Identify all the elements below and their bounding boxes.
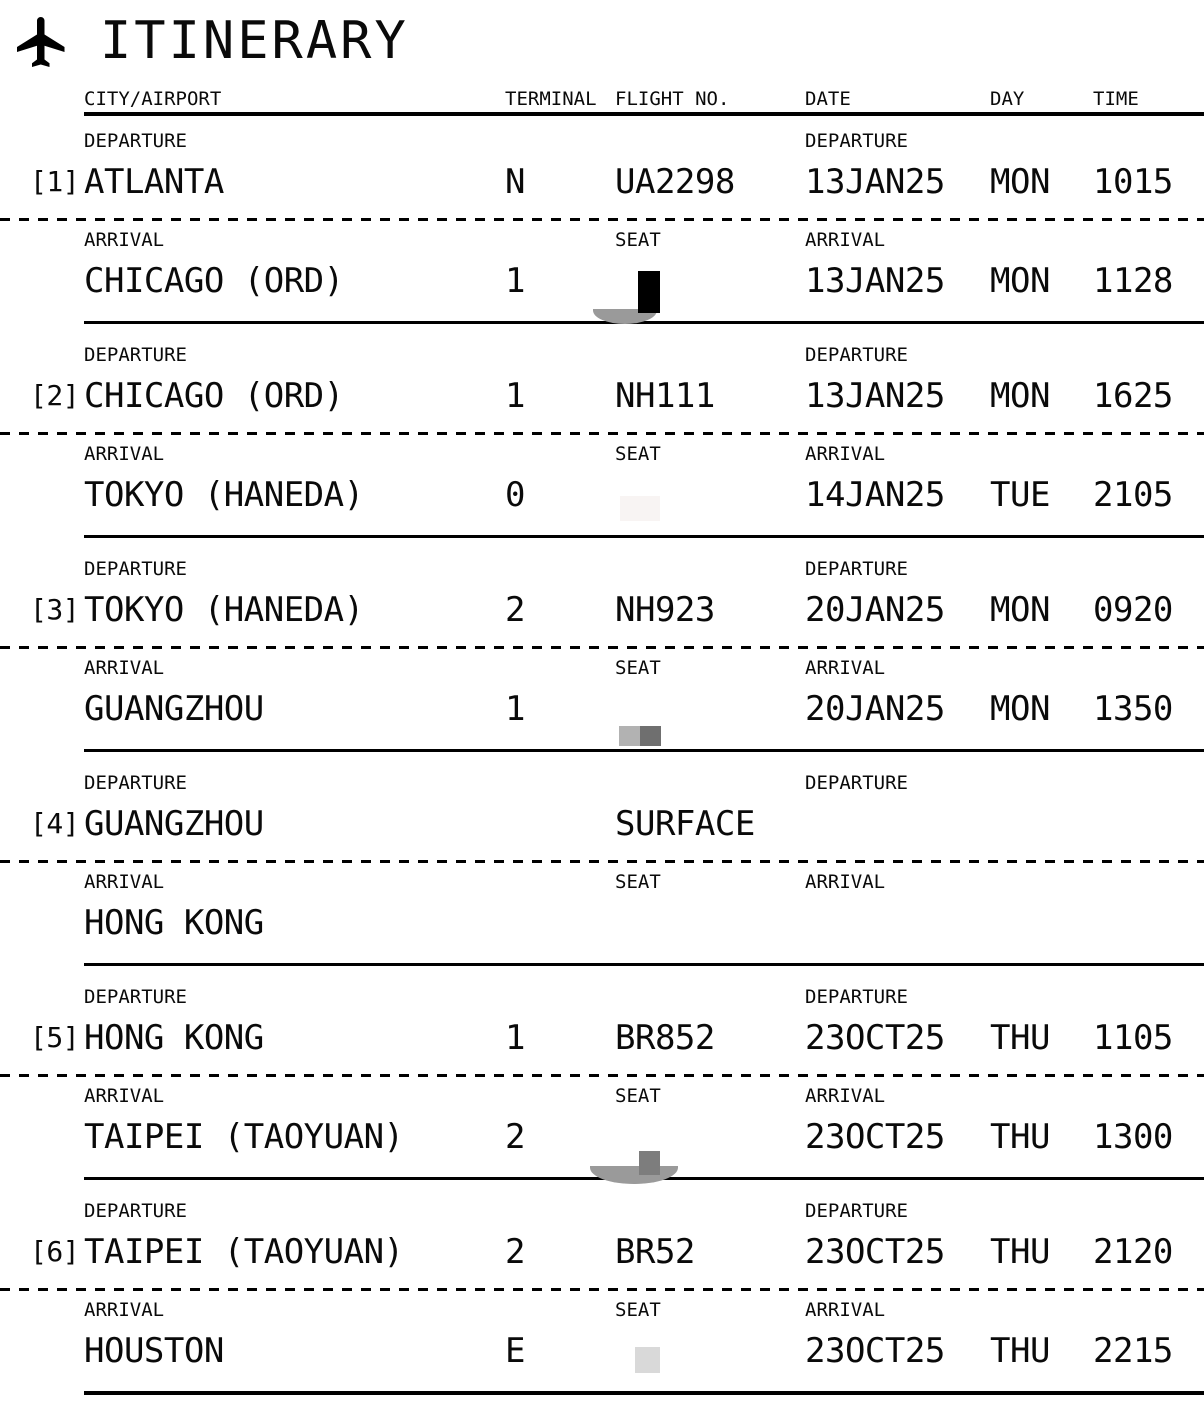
departure-date: 23OCT25 xyxy=(805,1232,945,1272)
departure-time: 1105 xyxy=(1093,1018,1173,1058)
dashed-divider xyxy=(0,646,1204,649)
departure-label: DEPARTURE xyxy=(84,772,187,794)
seat-right-block-icon xyxy=(640,726,661,746)
airplane-icon xyxy=(12,8,72,80)
departure-city: HONG KONG xyxy=(84,1018,264,1058)
seat-label: SEAT xyxy=(615,229,661,251)
departure-label: DEPARTURE xyxy=(84,130,187,152)
segment-divider xyxy=(84,321,1204,324)
segment-6 xyxy=(0,1186,1204,1400)
arrival-terminal: 1 xyxy=(505,689,525,729)
departure-date: 13JAN25 xyxy=(805,162,945,202)
segment-number: [6] xyxy=(30,1235,80,1268)
arrival-terminal: 1 xyxy=(505,261,525,301)
arrival-day: TUE xyxy=(990,475,1050,515)
segment-divider xyxy=(84,749,1204,752)
arrival-day: THU xyxy=(990,1117,1050,1157)
seat-indicator xyxy=(615,1323,725,1379)
arrival-city: HONG KONG xyxy=(84,903,264,943)
arrival-day: THU xyxy=(990,1331,1050,1371)
arrival-time: 1300 xyxy=(1093,1117,1173,1157)
departure-label: DEPARTURE xyxy=(84,344,187,366)
segment-4 xyxy=(0,758,1204,972)
seat-indicator xyxy=(615,253,725,309)
departure-label: DEPARTURE xyxy=(805,558,908,580)
flight-number: NH923 xyxy=(615,590,715,630)
departure-label: DEPARTURE xyxy=(84,1200,187,1222)
arrival-label: ARRIVAL xyxy=(805,443,886,465)
departure-day: THU xyxy=(990,1232,1050,1272)
seat-faint-block-icon xyxy=(620,496,660,521)
departure-terminal: 2 xyxy=(505,590,525,630)
segment-number: [1] xyxy=(30,165,80,198)
segment-divider xyxy=(84,963,1204,966)
arrival-terminal: 2 xyxy=(505,1117,525,1157)
departure-terminal: 2 xyxy=(505,1232,525,1272)
seat-block-icon xyxy=(638,271,660,313)
departure-city: GUANGZHOU xyxy=(84,804,264,844)
departure-terminal: 1 xyxy=(505,1018,525,1058)
seat-indicator xyxy=(615,1109,725,1165)
arrival-city: CHICAGO (ORD) xyxy=(84,261,344,301)
segment-number: [2] xyxy=(30,379,80,412)
departure-city: CHICAGO (ORD) xyxy=(84,376,344,416)
departure-day: THU xyxy=(990,1018,1050,1058)
arrival-label: ARRIVAL xyxy=(84,443,165,465)
departure-date: 20JAN25 xyxy=(805,590,945,630)
departure-city: TOKYO (HANEDA) xyxy=(84,590,364,630)
segment-divider xyxy=(84,535,1204,538)
departure-day: MON xyxy=(990,162,1050,202)
arrival-label: ARRIVAL xyxy=(805,1299,886,1321)
arrival-label: ARRIVAL xyxy=(805,229,886,251)
arrival-date: 23OCT25 xyxy=(805,1331,945,1371)
departure-day: MON xyxy=(990,590,1050,630)
arrival-day: MON xyxy=(990,261,1050,301)
departure-date: 23OCT25 xyxy=(805,1018,945,1058)
departure-terminal: 1 xyxy=(505,376,525,416)
seat-block-icon xyxy=(639,1151,660,1175)
arrival-date: 13JAN25 xyxy=(805,261,945,301)
segment-5 xyxy=(0,972,1204,1186)
arrival-time: 1350 xyxy=(1093,689,1173,729)
departure-terminal: N xyxy=(505,162,525,202)
flight-number: BR852 xyxy=(615,1018,715,1058)
flight-number: NH111 xyxy=(615,376,715,416)
arrival-terminal: 0 xyxy=(505,475,525,515)
departure-label: DEPARTURE xyxy=(805,772,908,794)
flight-number: BR52 xyxy=(615,1232,695,1272)
departure-label: DEPARTURE xyxy=(805,1200,908,1222)
departure-label: DEPARTURE xyxy=(805,344,908,366)
arrival-time: 2215 xyxy=(1093,1331,1173,1371)
arrival-date: 20JAN25 xyxy=(805,689,945,729)
departure-time: 1015 xyxy=(1093,162,1173,202)
arrival-label: ARRIVAL xyxy=(84,871,165,893)
arrival-date: 23OCT25 xyxy=(805,1117,945,1157)
seat-left-block-icon xyxy=(619,726,640,746)
arrival-time: 2105 xyxy=(1093,475,1173,515)
departure-label: DEPARTURE xyxy=(84,558,187,580)
segment-divider xyxy=(84,1391,1204,1395)
segment-1 xyxy=(0,116,1204,330)
departure-label: DEPARTURE xyxy=(805,986,908,1008)
arrival-label: ARRIVAL xyxy=(84,229,165,251)
departure-time: 0920 xyxy=(1093,590,1173,630)
departure-label: DEPARTURE xyxy=(84,986,187,1008)
departure-time: 2120 xyxy=(1093,1232,1173,1272)
seat-light-block-icon xyxy=(635,1347,660,1373)
arrival-label: ARRIVAL xyxy=(84,1085,165,1107)
seat-label: SEAT xyxy=(615,871,661,893)
column-header-terminal: TERMINAL xyxy=(505,88,597,110)
column-header-city: CITY/AIRPORT xyxy=(84,88,222,110)
column-header-flight: FLIGHT NO. xyxy=(615,88,730,110)
dashed-divider xyxy=(0,1074,1204,1077)
arrival-city: TOKYO (HANEDA) xyxy=(84,475,364,515)
arrival-time: 1128 xyxy=(1093,261,1173,301)
departure-date: 13JAN25 xyxy=(805,376,945,416)
departure-city: TAIPEI (TAOYUAN) xyxy=(84,1232,404,1272)
segment-3 xyxy=(0,544,1204,758)
arrival-label: ARRIVAL xyxy=(84,657,165,679)
arrival-terminal: E xyxy=(505,1331,525,1371)
column-header-day: DAY xyxy=(990,88,1025,110)
title-bar xyxy=(0,0,1204,86)
seat-label: SEAT xyxy=(615,657,661,679)
arrival-date: 14JAN25 xyxy=(805,475,945,515)
arrival-city: GUANGZHOU xyxy=(84,689,264,729)
seat-label: SEAT xyxy=(615,1299,661,1321)
column-header-time: TIME xyxy=(1093,88,1139,110)
segment-number: [4] xyxy=(30,807,80,840)
departure-city: ATLANTA xyxy=(84,162,224,202)
surface-transfer-label: SURFACE xyxy=(615,804,755,844)
segment-number: [3] xyxy=(30,593,80,626)
arrival-label: ARRIVAL xyxy=(805,871,886,893)
segment-number: [5] xyxy=(30,1021,80,1054)
departure-time: 1625 xyxy=(1093,376,1173,416)
seat-indicator xyxy=(615,467,725,523)
arrival-label: ARRIVAL xyxy=(805,1085,886,1107)
arrival-city: HOUSTON xyxy=(84,1331,224,1371)
page-title: ITINERARY xyxy=(100,11,409,71)
column-header-date: DATE xyxy=(805,88,851,110)
arrival-day: MON xyxy=(990,689,1050,729)
flight-number: UA2298 xyxy=(615,162,735,202)
seat-swoosh-icon xyxy=(590,1166,678,1184)
seat-indicator xyxy=(615,681,725,737)
dashed-divider xyxy=(0,1288,1204,1291)
arrival-label: ARRIVAL xyxy=(84,1299,165,1321)
departure-day: MON xyxy=(990,376,1050,416)
segment-2 xyxy=(0,330,1204,544)
dashed-divider xyxy=(0,860,1204,863)
departure-label: DEPARTURE xyxy=(805,130,908,152)
arrival-label: ARRIVAL xyxy=(805,657,886,679)
seat-label: SEAT xyxy=(615,443,661,465)
seat-label: SEAT xyxy=(615,1085,661,1107)
dashed-divider xyxy=(0,432,1204,435)
column-header-row xyxy=(0,86,1204,112)
dashed-divider xyxy=(0,218,1204,221)
arrival-city: TAIPEI (TAOYUAN) xyxy=(84,1117,404,1157)
